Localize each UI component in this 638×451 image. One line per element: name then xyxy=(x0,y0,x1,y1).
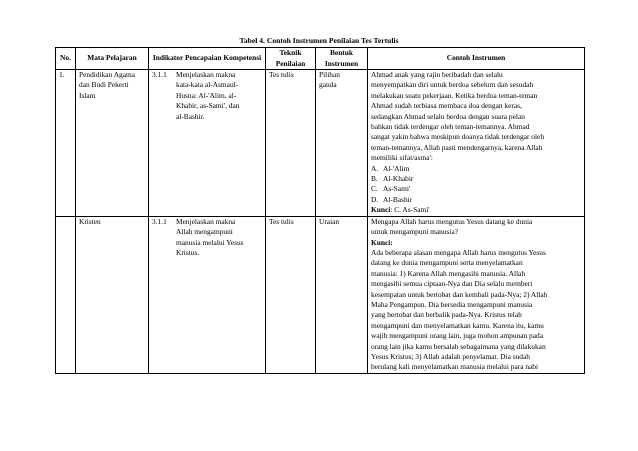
indikator-code: 3.1.1 xyxy=(152,70,167,79)
cell-teknik: Tes tulis xyxy=(266,70,316,217)
table-row xyxy=(56,216,585,373)
cell-mata-pelajaran xyxy=(76,216,149,373)
header-indikator-line: Kompetensi xyxy=(223,53,262,63)
text-line: Mengapa Allah harus mengutus Yesus datang ke dunia xyxy=(371,216,533,226)
text-line: Pendidikan Agama xyxy=(79,70,136,79)
answer-key xyxy=(371,205,581,215)
text-line: Kristus. xyxy=(176,247,200,257)
text-line: al-Bashir. xyxy=(176,111,205,121)
table-row xyxy=(56,70,585,217)
text-line: untuk mengampuni manusia? xyxy=(371,227,459,237)
text-line: Islam xyxy=(79,90,96,100)
header-bentuk-line: Bentuk xyxy=(329,48,353,58)
text-line: yang bertobat dan berbalik pada-Nya. Kristus telah xyxy=(371,310,522,320)
text-line: Ahmad sudah terbiasa membaca doa dengan keras, xyxy=(371,101,522,111)
option-key: C. xyxy=(371,184,378,194)
text-line: sedangkan Ahmad selalu berdoa dengan suara pelan xyxy=(371,111,525,121)
option-key: A. xyxy=(371,163,379,173)
text-line: mengampuni dan menyelamatkan kamu. Karena itu, kamu xyxy=(371,320,544,330)
text-line: orang lain jika kamu bersalah sebagaimana yang dilakukan xyxy=(371,341,546,351)
text-line: dan Budi Pekerti xyxy=(79,80,129,90)
text-line: bahkan tidak terdengar oleh teman-temannya. Ahmad xyxy=(371,122,530,132)
text-line: Pilihan xyxy=(319,70,340,79)
text-line: manusia: 1) Karena Allah mengasihi manusia. Allah xyxy=(371,268,526,278)
text-line: kata-kata al-Asmaul- xyxy=(176,80,239,90)
text-line: melakukan suatu pekerjaan. Ketika berdoa teman-teman xyxy=(371,90,538,100)
text-line: ganda xyxy=(319,80,337,90)
text-line: Husna: Al-'Alim, al- xyxy=(176,90,237,100)
text-line: kesempatan untuk bertobat dan kembali pada-Nya; 2) Allah xyxy=(371,289,548,299)
text-line: berulang kali menyelamatkan manusia melalui para nabi xyxy=(371,362,539,372)
header-indikator xyxy=(149,48,266,70)
text-line: manusia melalui Yesus xyxy=(176,237,244,247)
table-caption: Tabel 4. Contoh Instrumen Penilaian Tes Tertulis xyxy=(239,36,399,45)
text-line: datang ke dunia mengampuni serta menyelamatkan xyxy=(371,258,523,268)
cell-no xyxy=(56,216,76,373)
header-indikator-line: Indikator Pencapaian xyxy=(152,53,222,63)
answer-key-label: Kunci xyxy=(371,205,391,215)
text-line: menyempatkan diri untuk berdoa sebelum dan sesudah xyxy=(371,80,534,90)
answer-key-label: Kunci: xyxy=(371,237,393,247)
indikator-code: 3.1.1 xyxy=(152,216,167,226)
option-text: As-Sami' xyxy=(383,184,411,194)
text-line: Yesus Kristus; 3) Allah adalah penyelamat. Dia sudah xyxy=(371,351,530,361)
option-key: D. xyxy=(371,194,379,204)
header-teknik-line: Penilaian xyxy=(275,58,306,68)
cell-indikator xyxy=(149,70,266,217)
answer-key-heading xyxy=(371,238,581,248)
cell-teknik: Tes tulis xyxy=(266,216,316,373)
text-line: Menjelaskan makna xyxy=(176,216,236,226)
option xyxy=(371,184,581,194)
header-bentuk xyxy=(316,48,368,70)
option xyxy=(371,195,581,205)
cell-indikator xyxy=(149,216,266,373)
option-text: Al-Khabir xyxy=(383,174,414,184)
text-line: Menjelaskan makna xyxy=(176,70,236,79)
option xyxy=(371,164,581,174)
text-line: wajib mengampuni orang lain, juga mohon ampunan pada xyxy=(371,331,543,341)
header-teknik xyxy=(266,48,316,70)
answer-key-value: : C. As-Sami' xyxy=(390,205,430,215)
option-key: B. xyxy=(371,174,378,184)
cell-bentuk xyxy=(316,70,368,217)
header-no: No. xyxy=(56,48,76,70)
cell-contoh xyxy=(368,70,585,217)
option-text: Al-Bashir xyxy=(383,194,413,204)
assessment-table xyxy=(55,47,585,374)
header-contoh: Contoh Instrumen xyxy=(368,48,585,70)
text-line: Khabir, as-Sami', dan xyxy=(176,101,240,111)
text-line: Ahmad anak yang rajin beribadah dan selalu xyxy=(371,70,503,79)
text-line: sangat yakin bahwa meskipun doanya tidak terdengar oleh xyxy=(371,132,545,142)
cell-contoh xyxy=(368,216,585,373)
text-line: mengasihi semua ciptaan-Nya dan Dia selalu memberi xyxy=(371,279,533,289)
text-line: teman-temannya, Allah pasti mendengarnya, karena Allah xyxy=(371,142,543,152)
header-teknik-line: Teknik xyxy=(279,48,302,58)
cell-mata-pelajaran xyxy=(76,70,149,217)
header-mata-pelajaran: Mata Pelajaran xyxy=(76,48,149,70)
text-line: Allah mengampuni xyxy=(176,227,233,237)
header-bentuk-line: Instrumen xyxy=(324,58,359,68)
text-line: Ada beberapa alasan mengapa Allah harus mengutus Yesus xyxy=(371,247,546,257)
option xyxy=(371,174,581,184)
option-text: Al-'Alim xyxy=(383,163,410,173)
text-line: Maha Pengampun. Dia bersedia mengampuni manusia xyxy=(371,299,533,309)
text-line: Kristen xyxy=(79,216,101,226)
header-row xyxy=(56,48,585,70)
cell-no: 1. xyxy=(56,70,76,217)
text-line: Uraian xyxy=(319,216,340,226)
cell-bentuk xyxy=(316,216,368,373)
text-line: memiliki sifat/asma': xyxy=(371,153,433,163)
